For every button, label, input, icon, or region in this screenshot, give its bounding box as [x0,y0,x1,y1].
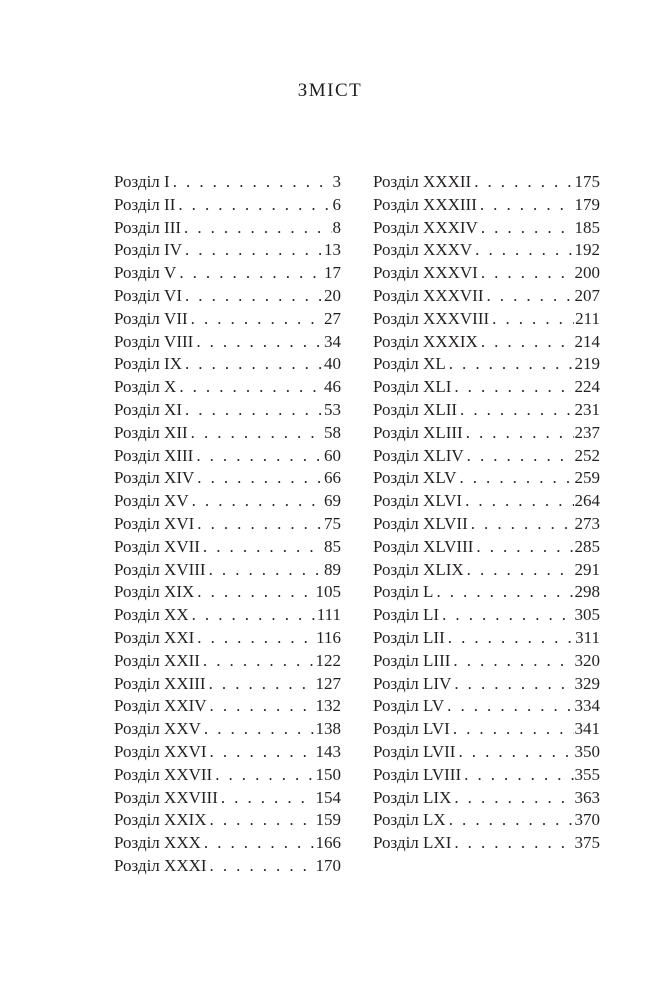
toc-entry-page-number: 154 [315,787,341,807]
toc-entry-label: Розділ XII [114,422,188,442]
toc-entry-label: Розділ LV [373,696,445,716]
toc-entry-page-number: 122 [315,650,341,670]
toc-entry-label: Розділ LIX [373,787,452,807]
page-title: ЗМІСТ [297,80,363,101]
toc-entry-page-number: 85 [324,536,341,556]
toc-entry-page-number: 273 [574,513,600,533]
toc-entry-page-number: 211 [575,308,600,328]
toc-entry [373,536,600,559]
toc-entry-label: Розділ XXXIII [373,194,477,214]
dot-leader [447,695,573,718]
toc-entry [373,262,600,285]
dot-leader [197,627,315,650]
dot-leader [467,559,574,582]
dot-leader [486,285,573,308]
dot-leader [453,718,574,741]
toc-entry-page-number: 8 [332,217,341,237]
toc-entry-label: Розділ III [114,217,182,237]
toc-entry-page-number: 116 [316,627,341,647]
toc-entry-page-number: 185 [574,217,600,237]
toc-entry [114,513,341,536]
toc-entry-label: Розділ XIV [114,468,195,488]
toc-entry-label: Розділ XXIX [114,810,207,830]
toc-entry [114,217,341,240]
dot-leader [215,764,314,787]
toc-entry [114,422,341,445]
toc-entry [373,650,600,673]
toc-entry-page-number: 170 [315,855,341,875]
toc-entry-label: Розділ X [114,377,177,397]
toc-entry-page-number: 60 [324,445,341,465]
toc-entry [373,559,600,582]
toc-entry [373,422,600,445]
toc-entry-label: Розділ XXXVIII [373,308,490,328]
toc-entry-label: Розділ XLIX [373,559,464,579]
toc-entry [114,581,341,604]
toc-entry-page-number: 89 [324,559,341,579]
dot-leader [465,490,573,513]
toc-entry-label: Розділ V [114,263,177,283]
dot-leader [449,809,574,832]
dot-leader [464,764,573,787]
toc-entry-label: Розділ LIII [373,650,451,670]
dot-leader [442,604,573,627]
toc-entry [114,331,341,354]
dot-leader [173,171,332,194]
dot-leader [209,559,323,582]
dot-leader [191,308,323,331]
toc-entry-page-number: 291 [574,559,600,579]
toc-entry [114,308,341,331]
toc-entry-page-number: 159 [315,810,341,830]
toc-entry [373,217,600,240]
toc-entry [373,741,600,764]
toc-entry-label: Розділ LX [373,810,446,830]
dot-leader [209,673,315,696]
toc-entry-page-number: 192 [574,240,600,260]
toc-entry [373,445,600,468]
toc-entry-page-number: 75 [324,513,341,533]
dot-leader [191,422,323,445]
toc-entry [114,262,341,285]
toc-entry [373,764,600,787]
toc-entry-label: Розділ XLVIII [373,536,474,556]
toc-entry [114,285,341,308]
dot-leader [436,581,573,604]
toc-entry [373,581,600,604]
dot-leader [453,650,573,673]
toc-entry-page-number: 40 [324,354,341,374]
toc-entry-label: Розділ XV [114,491,189,511]
toc-entry [373,673,600,696]
toc-entry-label: Розділ XLVI [373,491,463,511]
dot-leader [467,445,574,468]
toc-entry [114,445,341,468]
toc-entry-label: Розділ II [114,194,176,214]
toc-entry-label: Розділ IV [114,240,182,260]
dot-leader [185,239,323,262]
toc-entry-page-number: 13 [324,240,341,260]
dot-leader [196,331,323,354]
toc-entry-page-number: 370 [574,810,600,830]
toc-entry-label: Розділ XIII [114,445,194,465]
toc-entry-label: Розділ XVI [114,513,195,533]
dot-leader [454,832,573,855]
toc-entry [114,239,341,262]
toc-entry [114,376,341,399]
toc-entry-page-number: 20 [324,285,341,305]
toc-entry-label: Розділ XX [114,605,189,625]
toc-entry-label: Розділ LIV [373,673,452,693]
toc-entry [373,308,600,331]
dot-leader [185,285,323,308]
toc-entry-label: Розділ VIII [114,331,194,351]
toc-entry-label: Розділ XLII [373,399,458,419]
dot-leader [204,718,315,741]
toc-entry [114,171,341,194]
toc-entry-label: Розділ XLI [373,377,452,397]
toc-entry-label: Розділ XXVI [114,741,207,761]
toc-entry-page-number: 66 [324,468,341,488]
toc-entry-page-number: 17 [324,263,341,283]
toc-entry-label: Розділ XXXV [373,240,473,260]
toc-entry-page-number: 298 [574,582,600,602]
dot-leader [471,513,574,536]
toc-entry-page-number: 252 [574,445,600,465]
dot-leader [449,353,574,376]
toc-entry-page-number: 305 [574,605,600,625]
toc-entry-label: Розділ LII [373,627,445,647]
toc-entry-label: Розділ LVIII [373,764,462,784]
toc-entry [114,741,341,764]
toc-entry-label: Розділ XI [114,399,182,419]
toc-entry-page-number: 237 [574,422,600,442]
dot-leader [454,376,573,399]
toc-entry-page-number: 150 [315,764,341,784]
dot-leader [210,695,315,718]
dot-leader [221,787,315,810]
toc-entry-page-number: 166 [315,833,341,853]
toc-entry [373,832,600,855]
toc-entry-label: Розділ XL [373,354,446,374]
toc-entry-label: Розділ XXXVII [373,285,484,305]
toc-entry-page-number: 329 [574,673,600,693]
toc-column-right [373,171,600,855]
toc-entry-page-number: 53 [324,399,341,419]
toc-entry [373,467,600,490]
toc-entry [373,171,600,194]
toc-entry-page-number: 224 [574,377,600,397]
toc-entry-page-number: 200 [574,263,600,283]
toc-entry [114,695,341,718]
dot-leader [197,467,323,490]
toc-entry-label: Розділ XXXI [114,855,207,875]
toc-entry [373,239,600,262]
dot-leader [192,604,316,627]
toc-entry-label: Розділ LXI [373,833,452,853]
toc-entry [373,194,600,217]
toc-entry-page-number: 311 [575,627,600,647]
toc-entry [373,604,600,627]
toc-entry-page-number: 127 [315,673,341,693]
toc-entry-page-number: 219 [574,354,600,374]
dot-leader [184,217,331,240]
dot-leader [474,171,573,194]
toc-entry [114,855,341,878]
dot-leader [179,262,323,285]
toc-entry-page-number: 3 [332,172,341,191]
toc-entry [114,627,341,650]
toc-entry [373,513,600,536]
toc-entry-label: Розділ XLIV [373,445,464,465]
dot-leader [480,194,574,217]
toc-entry-page-number: 105 [315,582,341,602]
toc-entry-page-number: 132 [315,696,341,716]
toc-entry-label: Розділ LVII [373,741,456,761]
toc-entry-label: Розділ IX [114,354,182,374]
dot-leader [204,832,315,855]
toc-entry [114,604,341,627]
toc-entry-page-number: 341 [574,719,600,739]
toc-entry-label: Розділ XXV [114,719,201,739]
toc-entry [114,718,341,741]
toc-entry-page-number: 285 [574,536,600,556]
dot-leader [196,445,323,468]
toc-entry [114,194,341,217]
toc-entry-page-number: 350 [574,741,600,761]
dot-leader [476,536,573,559]
toc-entry-label: Розділ XXIII [114,673,206,693]
dot-leader [185,353,323,376]
toc-entry-page-number: 138 [315,719,341,739]
dot-leader [466,422,574,445]
toc-entry [373,809,600,832]
toc-entry [114,490,341,513]
dot-leader [192,490,323,513]
toc-entry-label: Розділ XIX [114,582,195,602]
toc-entry [373,490,600,513]
toc-entry-label: Розділ LVI [373,719,450,739]
toc-entry [373,376,600,399]
toc-entry-label: Розділ XXII [114,650,200,670]
toc-entry-page-number: 27 [324,308,341,328]
toc-entry-page-number: 320 [574,650,600,670]
toc-entry-page-number: 214 [574,331,600,351]
toc-entry [373,627,600,650]
toc-entry-page-number: 334 [574,696,600,716]
toc-entry [114,353,341,376]
toc-entry [114,559,341,582]
toc-entry [373,353,600,376]
toc-entry-label: Розділ XXI [114,627,195,647]
toc-entry-page-number: 111 [316,605,341,625]
toc-entry [373,718,600,741]
toc-entry-label: Розділ XXXII [373,172,472,191]
toc-entry [373,695,600,718]
toc-entry-label: Розділ XLV [373,468,457,488]
dot-leader [203,536,323,559]
toc-entry [114,467,341,490]
dot-leader [185,399,323,422]
toc-entry-label: Розділ XXVIII [114,787,218,807]
dot-leader [458,741,573,764]
dot-leader [203,650,315,673]
toc-entry-page-number: 363 [574,787,600,807]
dot-leader [481,262,574,285]
toc-entry-page-number: 259 [574,468,600,488]
toc-entry-page-number: 69 [324,491,341,511]
toc-entry [373,399,600,422]
toc-entry [114,787,341,810]
dot-leader [210,809,315,832]
dot-leader [492,308,574,331]
toc-entry-label: Розділ XXX [114,833,201,853]
toc-entry-label: Розділ I [114,172,170,191]
toc-entry-page-number: 58 [324,422,341,442]
toc-entry-page-number: 375 [574,833,600,853]
toc-entry-label: Розділ LI [373,605,440,625]
toc-entry [114,650,341,673]
toc-entry-label: Розділ XXXIX [373,331,478,351]
dot-leader [448,627,574,650]
toc-entry-label: Розділ XXXVI [373,263,478,283]
dot-leader [179,376,323,399]
toc-entry-label: Розділ XVIII [114,559,206,579]
dot-leader [197,581,314,604]
toc-entry [373,331,600,354]
toc-entry [114,399,341,422]
toc-entry [373,787,600,810]
toc-entry [114,832,341,855]
toc-entry-page-number: 264 [574,491,600,511]
dot-leader [178,194,331,217]
toc-entry [114,536,341,559]
dot-leader [197,513,323,536]
dot-leader [454,673,573,696]
dot-leader [210,855,315,878]
toc-entry-page-number: 231 [574,399,600,419]
toc-entry-page-number: 207 [574,285,600,305]
toc-entry-page-number: 46 [324,377,341,397]
toc-entry-label: Розділ VI [114,285,182,305]
toc-column-left [114,171,341,878]
dot-leader [475,239,573,262]
toc-entry-label: Розділ L [373,582,434,602]
toc-entry-page-number: 34 [324,331,341,351]
dot-leader [481,331,574,354]
toc-entry [114,809,341,832]
toc-entry-page-number: 355 [574,764,600,784]
toc-entry-page-number: 175 [574,172,600,191]
toc-entry-label: Розділ XXVII [114,764,213,784]
toc-entry-label: Розділ XXXIV [373,217,478,237]
dot-leader [481,217,574,240]
dot-leader [460,399,573,422]
toc-entry-label: Розділ XVII [114,536,200,556]
toc-entry [114,764,341,787]
toc-entry-page-number: 6 [332,194,341,214]
toc-entry-label: Розділ XLVII [373,513,468,533]
toc-entry-label: Розділ VII [114,308,188,328]
dot-leader [210,741,315,764]
dot-leader [459,467,573,490]
toc-entry-label: Розділ XXIV [114,696,207,716]
toc-entry [373,285,600,308]
toc-entry-page-number: 143 [315,741,341,761]
dot-leader [454,787,573,810]
toc-entry [114,673,341,696]
toc-entry-page-number: 179 [574,194,600,214]
toc-entry-label: Розділ XLIII [373,422,463,442]
